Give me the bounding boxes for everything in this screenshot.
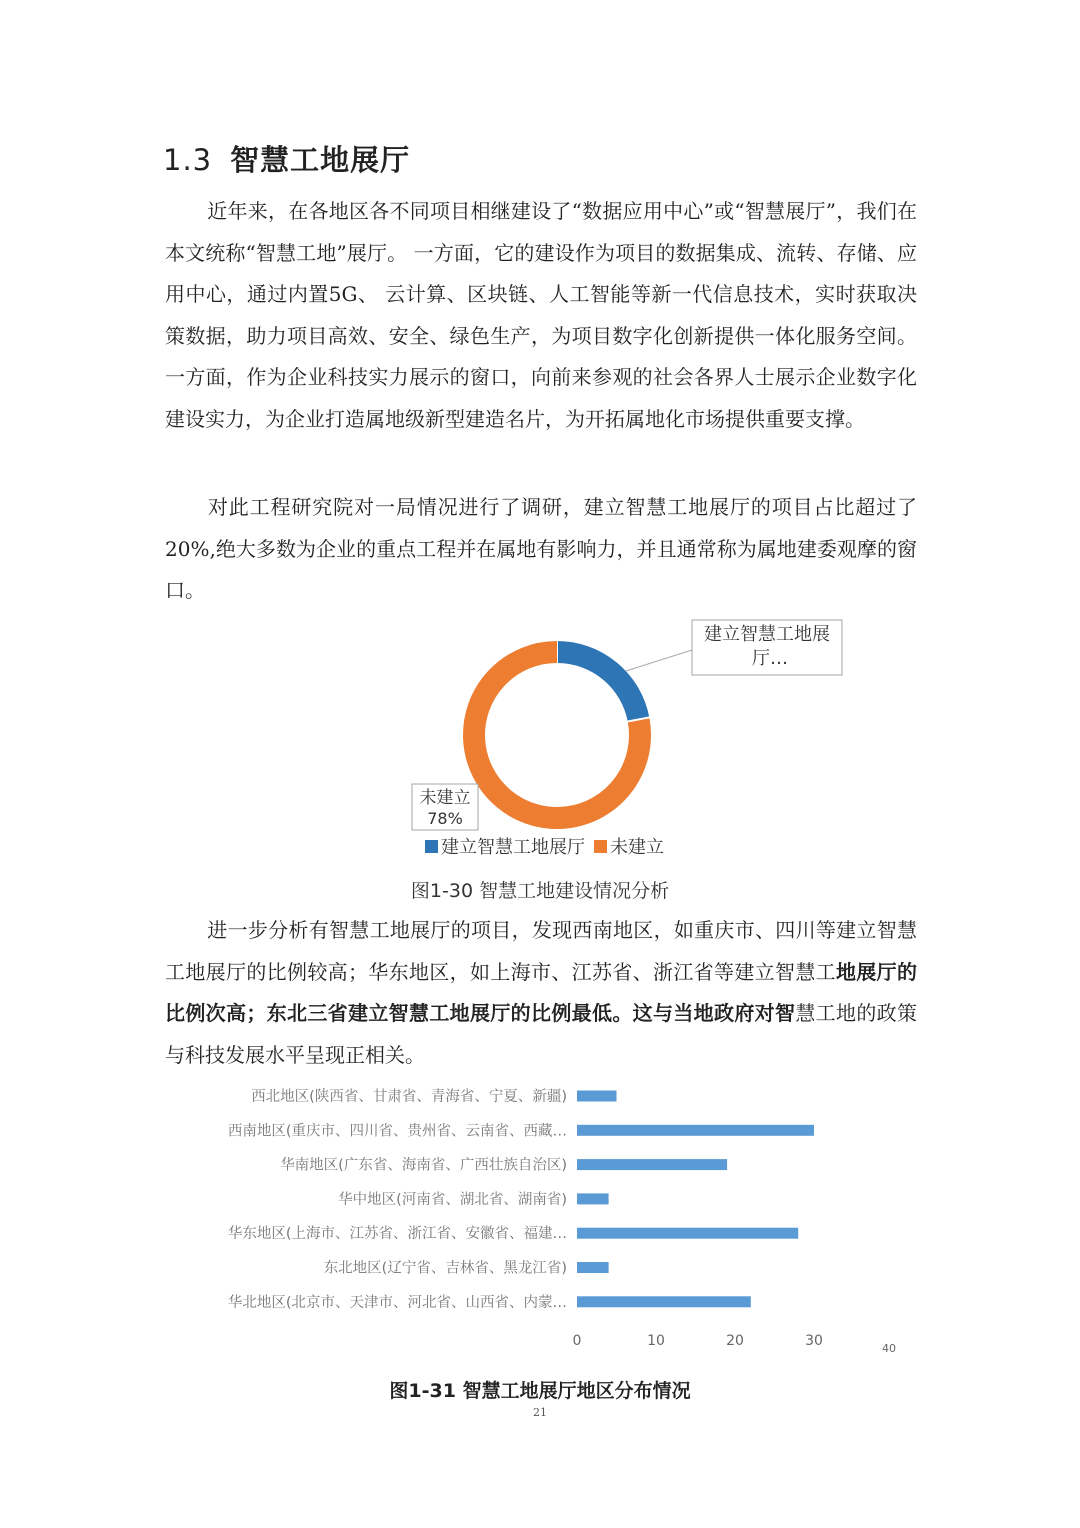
bar <box>577 1125 814 1136</box>
legend-label-unbuilt: 未建立 <box>610 837 664 858</box>
paragraph-intro-text: 近年来，在各地区各不同项目相继建设了“数据应用中心”或“智慧展厅”，我们在本文统称“智慧工地”展厅。 一方面，它的建设作为项目的数据集成、流转、存储、应用中心，通过内置5G、 云计算、区块链、人工智能等新一代信息技术，实时获取决策数据，助力项目高效、安全、绿色生产，为项目数字化创新提供一体化服务空间。 一方面，作为企业科技实力展示的窗口，向前来参观的社会各界人士展示企业数字化建设实力，为企业打造属地级新型建造名片，为开拓属地化市场提供重要支撑。 <box>165 199 917 431</box>
page-number: 21 <box>533 1406 547 1419</box>
legend-label-built: 建立智慧工地展厅 <box>441 837 585 858</box>
bar-category-label: 华东地区(上海市、江苏省、浙江省、安徽省、福建… <box>227 1226 567 1243</box>
bar <box>577 1228 798 1239</box>
callout-built-line2: 厅… <box>752 648 788 669</box>
legend-swatch-unbuilt <box>594 840 607 853</box>
bar-chart <box>0 1080 1080 1360</box>
bar-category-label: 东北地区(辽宁省、吉林省、黑龙江省) <box>323 1260 567 1277</box>
x-tick-label: 10 <box>647 1333 665 1349</box>
bar-category-label: 华南地区(广东省、海南省、广西壮族自治区) <box>280 1157 567 1174</box>
bar-category-label: 华北地区(北京市、天津市、河北省、山西省、内蒙… <box>227 1294 567 1311</box>
x-tick-label: 20 <box>726 1333 744 1349</box>
paragraph-analysis-tail: 慧工地的政策与科技发展水平呈现正相关。 <box>165 1001 918 1067</box>
callout-unbuilt-line1: 未建立 <box>419 788 471 808</box>
paragraph-survey-text: 对此工程研究院对一局情况进行了调研，建立智慧工地展厅的项目占比超过了20%,绝大多数为企业的重点工程并在属地有影响力，并且通常称为属地建委观摩的窗口。 <box>165 495 917 602</box>
figure-caption-donut: 图1-30 智慧工地建设情况分析 <box>410 880 670 902</box>
bar <box>577 1091 617 1102</box>
paragraph-analysis <box>165 910 917 1076</box>
bar <box>577 1262 609 1273</box>
x-tick-label: 0 <box>572 1333 582 1349</box>
donut-slice-built <box>557 652 639 719</box>
bar <box>577 1159 727 1170</box>
paragraph-analysis-text: 进一步分析有智慧工地展厅的项目，发现西南地区，如重庆市、四川等建立智慧工地展厅的比例较高；华东地区，如上海市、江苏省、浙江省等建立智慧工 <box>165 918 917 984</box>
callout-leader-built <box>626 650 692 671</box>
callout-unbuilt-line2: 78% <box>427 809 463 828</box>
section-title: 智慧工地展厅 <box>230 143 411 177</box>
legend-swatch-built <box>425 840 438 853</box>
section-heading <box>163 138 410 179</box>
x-tick-label: 40 <box>882 1342 896 1355</box>
x-tick-label: 30 <box>805 1333 823 1349</box>
paragraph-intro <box>165 191 917 440</box>
callout-built-line1: 建立智慧工地展 <box>704 624 830 645</box>
bar <box>577 1193 609 1204</box>
bar <box>577 1296 751 1307</box>
bar-category-label: 西北地区(陕西省、甘肃省、青海省、宁夏、新疆) <box>251 1089 567 1105</box>
bar-category-label: 华中地区(河南省、湖北省、湖南省) <box>338 1191 567 1208</box>
paragraph-analysis-bold: 地展厅的比例次高；东北三省建立智慧工地展厅的比例最低。这与当地政府对智 <box>165 959 918 1025</box>
figure-caption-bars: 图1-31 智慧工地展厅地区分布情况 <box>389 1380 691 1402</box>
section-number: 1.3 <box>163 143 213 177</box>
donut-chart <box>0 618 1080 858</box>
paragraph-survey <box>165 487 917 612</box>
bar-category-label: 西南地区(重庆市、四川省、贵州省、云南省、西藏… <box>227 1123 567 1140</box>
